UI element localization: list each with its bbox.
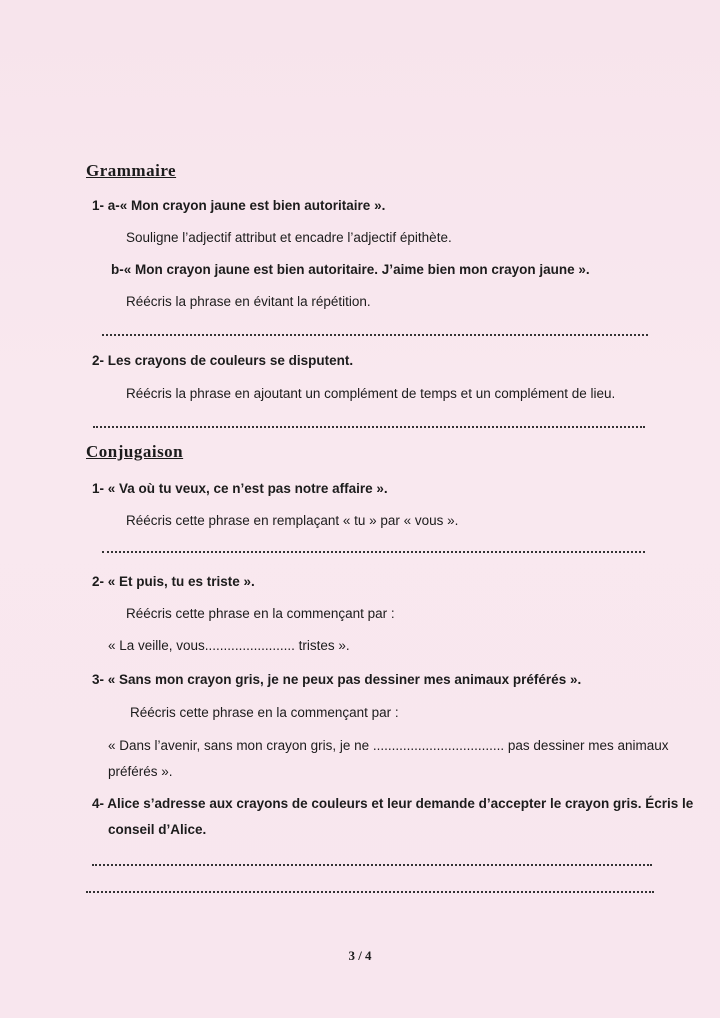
answer-line-conj-1[interactable] xyxy=(102,551,645,553)
conjugaison-question-3-instruction: Réécris cette phrase en la commençant par : xyxy=(130,705,399,720)
conjugaison-question-1: 1- « Va où tu veux, ce n’est pas notre affaire ». xyxy=(92,481,388,496)
section-heading-conjugaison: Conjugaison xyxy=(86,442,184,461)
conjugaison-question-3-prompt-line2: préférés ». xyxy=(108,764,173,779)
grammaire-question-1a-instruction: Souligne l’adjectif attribut et encadre l’adjectif épithète. xyxy=(126,230,452,245)
answer-line-2[interactable] xyxy=(93,426,645,428)
conjugaison-question-3: 3- « Sans mon crayon gris, je ne peux pas dessiner mes animaux préférés ». xyxy=(92,672,582,687)
grammaire-question-1b-instruction: Réécris la phrase en évitant la répétition. xyxy=(126,294,371,309)
grammaire-question-1a: 1- a-« Mon crayon jaune est bien autoritaire ». xyxy=(92,198,386,213)
answer-line-4b[interactable] xyxy=(86,891,654,893)
conjugaison-question-3-prompt-line1[interactable]: « Dans l’avenir, sans mon crayon gris, je ne ................................... pas dessiner mes animaux xyxy=(108,738,669,753)
conjugaison-question-2-instruction: Réécris cette phrase en la commençant par : xyxy=(126,606,395,621)
section-heading-grammaire: Grammaire xyxy=(86,161,177,180)
answer-line-1b[interactable] xyxy=(102,334,648,336)
conjugaison-question-2-prompt[interactable]: « La veille, vous........................ tristes ». xyxy=(108,638,350,653)
grammaire-question-2-instruction: Réécris la phrase en ajoutant un complément de temps et un complément de lieu. xyxy=(126,386,616,401)
conjugaison-question-2: 2- « Et puis, tu es triste ». xyxy=(92,574,255,589)
conjugaison-question-4-line2: conseil d’Alice. xyxy=(108,822,207,837)
grammaire-question-2: 2- Les crayons de couleurs se disputent. xyxy=(92,353,354,368)
page-number: 3 / 4 xyxy=(348,948,372,963)
conjugaison-question-1-instruction: Réécris cette phrase en remplaçant « tu » par « vous ». xyxy=(126,513,459,528)
grammaire-question-1b: b-« Mon crayon jaune est bien autoritaire. J’aime bien mon crayon jaune ». xyxy=(111,262,590,277)
answer-line-4a[interactable] xyxy=(92,864,652,866)
conjugaison-question-4-line1: 4- Alice s’adresse aux crayons de couleurs et leur demande d’accepter le crayon gris. Écris le xyxy=(92,796,694,811)
